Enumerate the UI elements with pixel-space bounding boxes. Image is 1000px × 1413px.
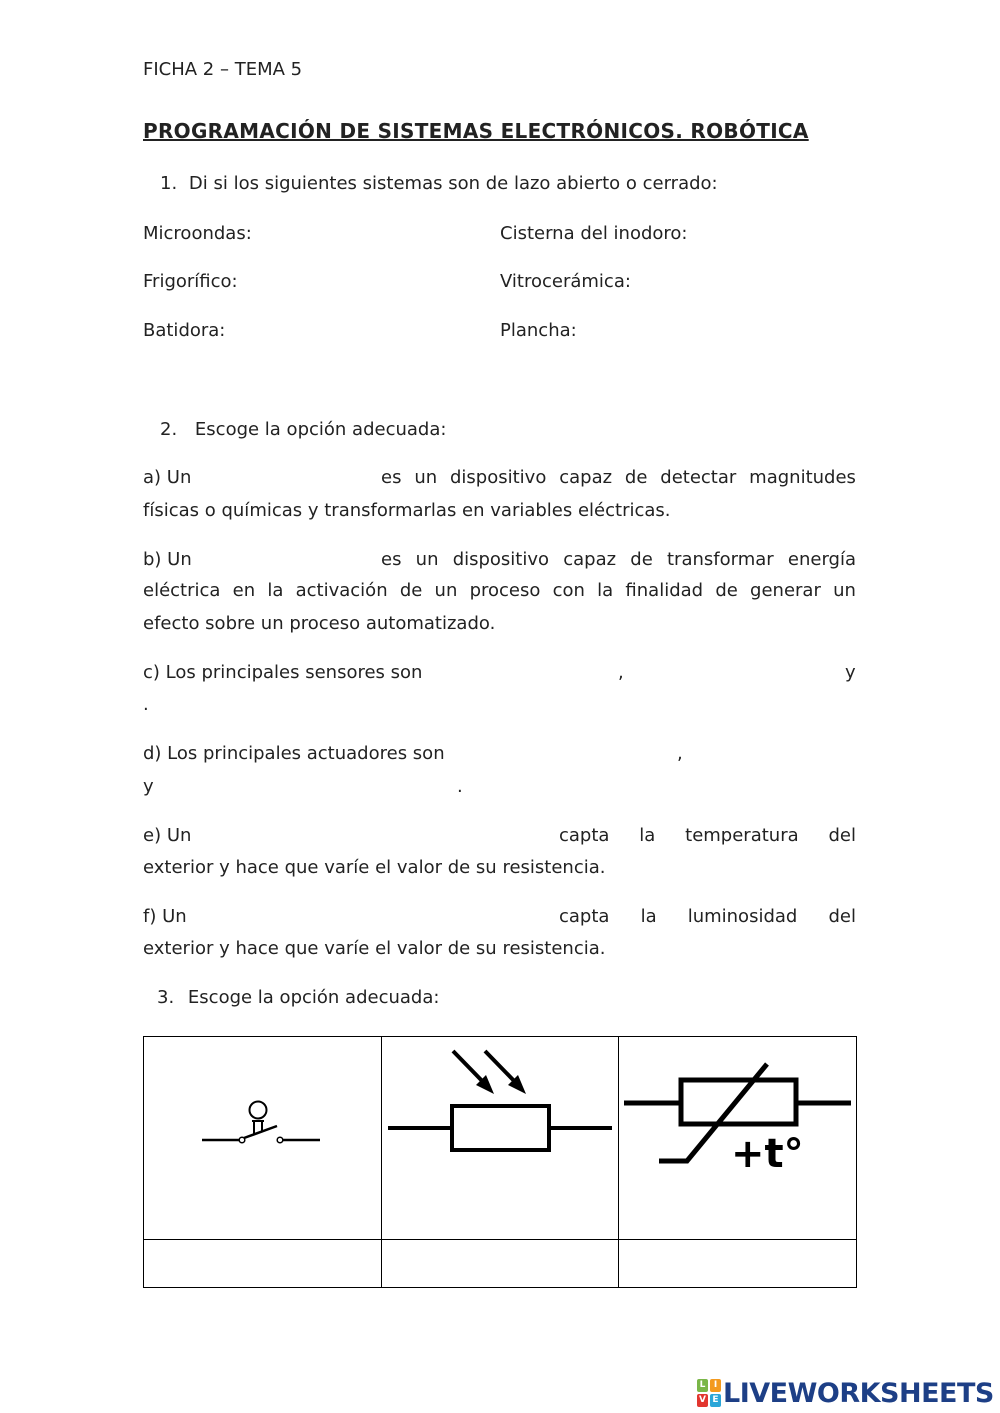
symbol-cell-ldr	[381, 1037, 619, 1240]
answers-row	[144, 1240, 857, 1288]
word: capaz	[563, 549, 617, 570]
word: energía	[787, 549, 856, 570]
word: es	[381, 549, 402, 570]
word: luminosidad	[687, 906, 798, 927]
item-c-comma: ,	[618, 662, 624, 683]
worksheet-label: FICHA 2 – TEMA 5	[143, 59, 303, 80]
item-b-line-2	[143, 580, 856, 601]
word: transformar	[667, 549, 774, 570]
item-b-line-1	[143, 549, 856, 570]
item-d-dot: .	[457, 776, 463, 797]
item-d-start: d) Los principales actuadores son	[143, 743, 445, 764]
answer-cell-2[interactable]	[381, 1240, 619, 1288]
logo-letter: E	[710, 1394, 721, 1407]
question-2-heading	[160, 419, 446, 440]
item-b-start: b) Un	[143, 549, 192, 570]
item-c-start: c) Los principales sensores son	[143, 662, 423, 683]
q1-item-cisterna: Cisterna del inodoro:	[500, 223, 688, 244]
question-1-heading	[160, 173, 718, 194]
thermistor-label: +t°	[731, 1131, 804, 1177]
word: de	[399, 580, 423, 601]
word: generar	[750, 580, 821, 601]
word: en	[232, 580, 256, 601]
item-a-rest	[381, 467, 856, 488]
item-c-dot: .	[143, 694, 149, 715]
word: la	[267, 580, 284, 601]
logo-text: LIVEWORKSHEETS	[723, 1377, 994, 1409]
q1-item-batidora: Batidora:	[143, 320, 226, 341]
item-a-line-1	[143, 467, 856, 488]
word: la	[640, 906, 657, 927]
question-prompt: Di si los siguientes sistemas son de lazo abierto o cerrado:	[188, 173, 718, 194]
item-d-y: y	[143, 776, 154, 797]
word: dispositivo	[450, 467, 547, 488]
item-e-rest	[559, 825, 856, 846]
word: un	[414, 467, 438, 488]
item-e-line-1	[143, 825, 856, 846]
word: del	[828, 906, 856, 927]
word: del	[828, 825, 856, 846]
item-b-rest	[381, 549, 856, 570]
word: magnitudes	[749, 467, 856, 488]
answer-cell-3[interactable]	[619, 1240, 857, 1288]
word: un	[415, 549, 439, 570]
word: la	[597, 580, 614, 601]
word: la	[639, 825, 656, 846]
logo-mark-icon	[697, 1379, 721, 1407]
word: detectar	[660, 467, 737, 488]
word: temperatura	[685, 825, 799, 846]
word: finalidad	[625, 580, 704, 601]
word: capta	[559, 825, 610, 846]
item-a-start: a) Un	[143, 467, 192, 488]
item-b-line-3: efecto sobre un proceso automatizado.	[143, 613, 496, 634]
question-number: 1.	[160, 173, 178, 194]
question-prompt: Escoge la opción adecuada:	[194, 419, 447, 440]
item-e-start: e) Un	[143, 825, 192, 846]
word: un	[833, 580, 856, 601]
question-prompt: Escoge la opción adecuada:	[187, 987, 440, 1008]
item-f-line-1	[143, 906, 856, 927]
item-d-comma: ,	[677, 743, 683, 764]
liveworksheets-logo	[697, 1376, 994, 1410]
q1-item-plancha: Plancha:	[500, 320, 577, 341]
symbol-cell-thermistor	[619, 1037, 857, 1240]
word: capaz	[559, 467, 613, 488]
item-c-y: y	[845, 662, 856, 683]
logo-letter: V	[697, 1394, 708, 1407]
word: un	[434, 580, 458, 601]
word: de	[715, 580, 738, 601]
item-a-line-2: físicas o químicas y transformarlas en variables eléctricas.	[143, 500, 671, 521]
question-3-heading	[157, 987, 439, 1008]
word: es	[381, 467, 402, 488]
q1-item-microondas: Microondas:	[143, 223, 252, 244]
question-number: 2.	[160, 419, 178, 440]
question-number: 3.	[157, 987, 175, 1008]
item-f-rest	[559, 906, 856, 927]
symbol-cell-pushbutton	[144, 1037, 382, 1240]
pushbutton-switch-icon	[144, 1037, 381, 1234]
item-f-start: f) Un	[143, 906, 187, 927]
ntc-thermistor-icon	[619, 1037, 856, 1234]
word: de	[624, 467, 648, 488]
word: dispositivo	[452, 549, 550, 570]
word: con	[552, 580, 585, 601]
word: de	[630, 549, 653, 570]
answer-cell-1[interactable]	[144, 1240, 382, 1288]
word: capta	[559, 906, 610, 927]
ldr-resistor-icon	[382, 1037, 619, 1234]
word: eléctrica	[143, 580, 221, 601]
logo-letter: I	[710, 1379, 721, 1392]
symbols-row	[144, 1037, 857, 1240]
symbols-table	[143, 1036, 857, 1288]
logo-letter: L	[697, 1379, 708, 1392]
item-f-line-2: exterior y hace que varíe el valor de su resistencia.	[143, 938, 606, 959]
item-e-line-2: exterior y hace que varíe el valor de su resistencia.	[143, 857, 606, 878]
q1-item-frigorifico: Frigorífico:	[143, 271, 238, 292]
word: activación	[295, 580, 388, 601]
word: proceso	[469, 580, 541, 601]
page-title: PROGRAMACIÓN DE SISTEMAS ELECTRÓNICOS. ROBÓTICA	[143, 119, 809, 143]
q1-item-vitroceramica: Vitrocerámica:	[500, 271, 631, 292]
